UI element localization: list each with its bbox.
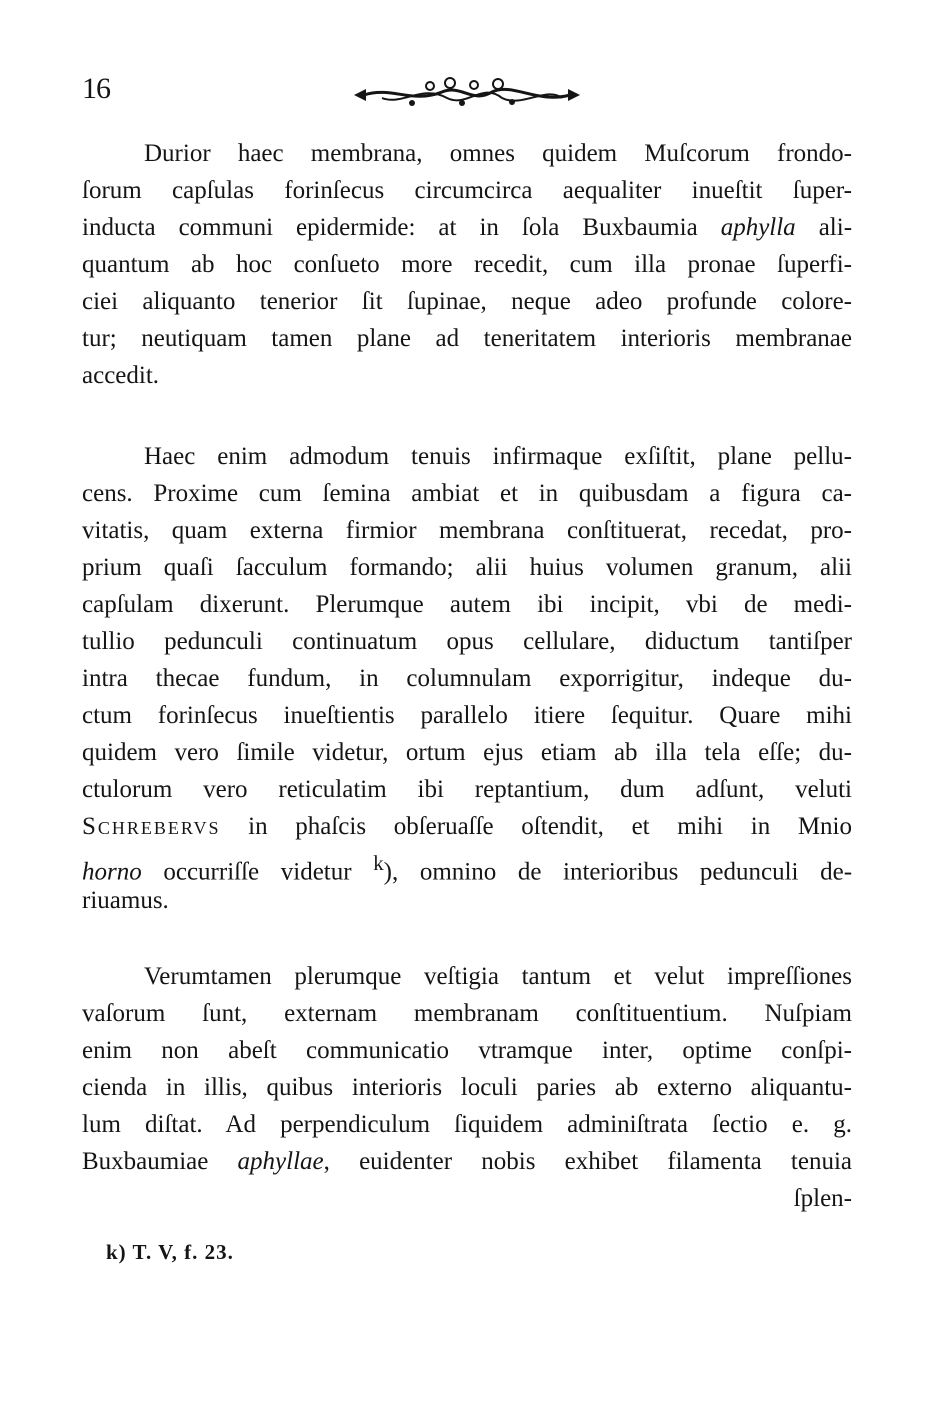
text-line: tullio pedunculi continuatum opus cellulare, diductum tantiſper [82, 628, 852, 655]
text-line: prium quaſi ſacculum formando; alii huius volumen granum, alii [82, 554, 852, 581]
text-line: intra thecae fundum, in columnulam exporrigitur, indeque du- [82, 665, 852, 692]
text-line: capſulam dixerunt. Plerumque autem ibi incipit, vbi de medi- [82, 591, 852, 618]
text-line: vaſorum ſunt, externam membranam conſtituentium. Nuſpiam [82, 1000, 852, 1027]
text-line: ctum forinſecus inueſtientis parallelo itiere ſequitur. Quare mihi [82, 702, 852, 729]
italic-term: aphyllae [237, 1148, 324, 1175]
text-line: enim non abeſt communicatio vtramque inter, optime conſpi- [82, 1037, 852, 1064]
italic-term: horno [82, 858, 142, 886]
text-line: quidem vero ſimile videtur, ortum ejus etiam ab illa tela eſſe; du- [82, 739, 852, 766]
vine-ornament-icon [352, 76, 582, 110]
italic-term: aphylla [720, 214, 796, 241]
text-line: horno occurriſſe videtur $^k$), omnino de interioribus pedunculi de- [82, 851, 853, 886]
text-line: ciei aliquanto tenerior ſit ſupinae, neque adeo profunde colore- [82, 288, 852, 315]
text-line: tur; neutiquam tamen plane ad teneritatem interioris membranae [82, 325, 852, 352]
text-line: cens. Proxime cum ſemina ambiat et in quibusdam a figura ca- [82, 480, 852, 507]
text-line: Durior haec membrana, omnes quidem Muſcorum frondo- [144, 140, 852, 167]
footnote-marker: k [373, 851, 384, 875]
text-line: riuamus. [82, 887, 169, 914]
paragraph-3 [82, 958, 852, 1217]
text-line: Schrebervs in phaſcis obſeruaſſe oſtendit, et mihi in Mnio [82, 813, 853, 840]
text-line: quantum ab hoc conſueto more recedit, cum illa pronae ſuperfi- [82, 251, 852, 278]
paragraph-1 [82, 135, 852, 394]
text-line: ſorum capſulas forinſecus circumcirca aequaliter inueſtit ſuper- [82, 177, 852, 204]
text-line: ctulorum vero reticulatim ibi reptantium, dum adſunt, veluti [82, 776, 852, 803]
text-line: vitatis, quam externa firmior membrana conſtituerat, recedat, pro- [82, 517, 852, 544]
paragraph-2 [82, 438, 852, 919]
page-number: 16 [82, 72, 110, 105]
text-line: Verumtamen plerumque veſtigia tantum et velut impreſſiones [144, 963, 852, 990]
text-line: Buxbaumiae aphyllae, euidenter nobis exhibet filamenta tenuia [82, 1148, 853, 1175]
text-line: Haec enim admodum tenuis infirmaque exſiſtit, plane pellu- [144, 443, 852, 470]
text-line: cienda in illis, quibus interioris loculi paries ab externo aliquantu- [82, 1074, 852, 1101]
author-name: Schrebervs [82, 813, 221, 840]
footnote: k) T. V, f. 23. [106, 1240, 234, 1264]
text-line: lum diſtat. Ad perpendiculum ſiquidem adminiſtrata ſectio e. g. [82, 1111, 852, 1138]
text-line: inducta communi epidermide: at in ſola Buxbaumia aphylla ali- [82, 214, 853, 241]
text-line: accedit. [82, 362, 160, 389]
catchword: ſplen- [793, 1185, 852, 1212]
